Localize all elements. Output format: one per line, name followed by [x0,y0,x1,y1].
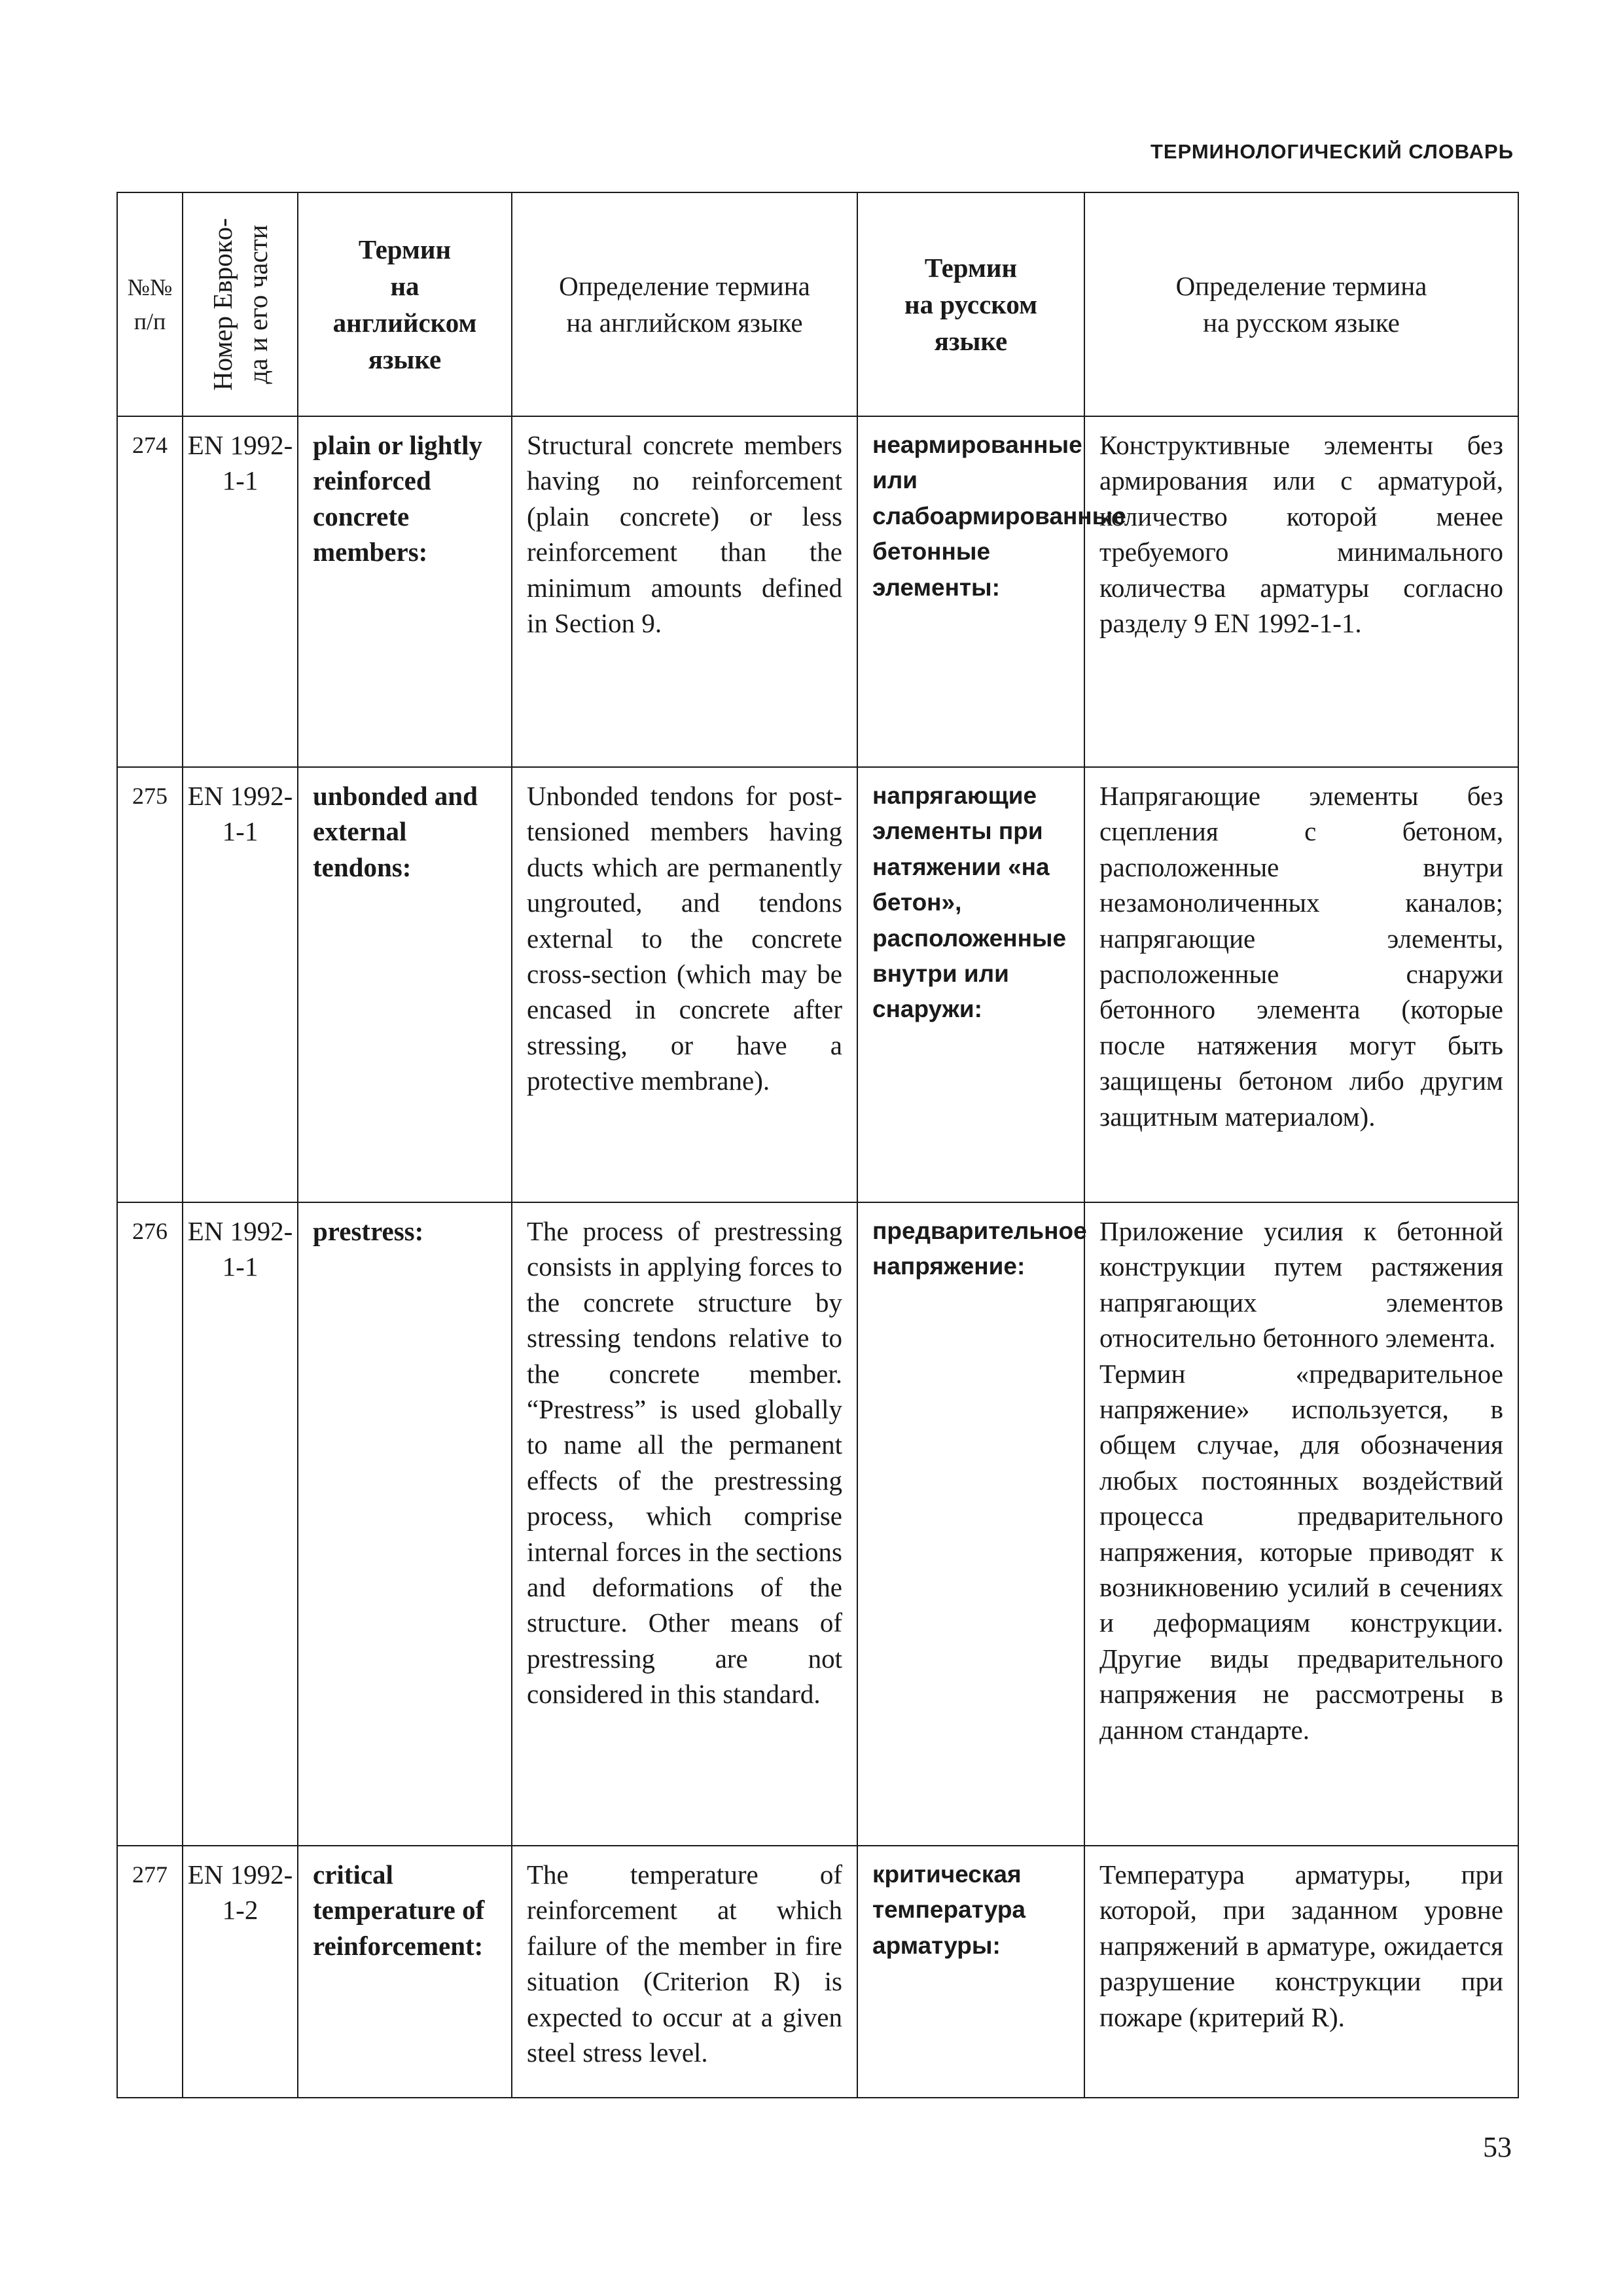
running-head: ТЕРМИНОЛОГИЧЕСКИЙ СЛОВАРЬ [1150,140,1514,163]
term-ru: напрягающие элементы при натяжении «на бетон», расположенные внутри или снаружи: [857,767,1084,1202]
table-row-275 [117,767,1518,1202]
row-number: 277 [117,1846,183,2098]
definition-en: Structural concrete members having no reinforcement (plain concrete) or less reinforcement than the minimum amounts defined in Section 9. [512,416,857,767]
term-en: prestress: [298,1202,512,1846]
definition-ru: Напрягающие элементы без сцепления с бетоном, расположенные внутри незамоноличенных каналов; напрягающие элементы, расположенные снаружи бетонного элемента (которые после натяжения могут быть защищены бетоном либо другим защитным материалом). [1084,767,1518,1202]
header-term-ru [857,192,1084,416]
definition-ru-paragraph-2: Термин «предварительное напряжение» используется, в общем случае, для обозначения любых постоянных воздействий процесса предварительного напряжения, которые приводят к возникновению усилий в сечениях и деформациям конструкции. Другие виды предварительного напряжения не рассмотрены в данном стандарте. [1099,1358,1503,1745]
header-code [183,192,298,416]
header-term-ru-l2: на русском [904,289,1037,319]
definition-ru: Конструктивные элементы без армирования или с арматурой, количество которой менее требуемого минимального количества арматуры согласно разделу 9 EN 1992-1-1. [1084,416,1518,767]
header-def-ru [1084,192,1518,416]
header-term-ru-l3: языке [934,326,1008,356]
header-def-en-l1: Определение термина [559,271,810,301]
eurocode-ref: EN 1992-1-2 [183,1846,298,2098]
header-num-line2: п/п [134,308,166,334]
header-num [117,192,183,416]
header-term-en-l3: английском [332,308,477,338]
term-en: unbonded and external tendons: [298,767,512,1202]
eurocode-ref: EN 1992-1-1 [183,767,298,1202]
eurocode-ref: EN 1992-1-1 [183,416,298,767]
term-ru: критическая температура арматуры: [857,1846,1084,2098]
header-def-en [512,192,857,416]
table-row-277 [117,1846,1518,2098]
term-en: plain or lightly reinforced concrete members: [298,416,512,767]
definition-ru [1084,1202,1518,1846]
header-def-ru-l2: на русском языке [1203,308,1400,338]
table-row-276 [117,1202,1518,1846]
row-number: 276 [117,1202,183,1846]
header-code-line1: Номер Еврокo- [207,218,238,391]
header-def-en-l2: на английском языке [566,308,803,338]
glossary-table [116,192,1519,2098]
definition-ru-paragraph-1: Приложение усилия к бетонной конструкции путем растяжения напрягающих элементов относительно бетонного элемента. [1099,1216,1503,1354]
header-term-en-l2: на [390,271,419,301]
header-num-line1: №№ [127,274,173,300]
definition-en: The temperature of reinforcement at which failure of the member in fire situation (Criterion R) is expected to occur at a given steel stress level. [512,1846,857,2098]
header-term-en-l1: Термин [358,234,452,264]
header-term-en [298,192,512,416]
header-def-ru-l1: Определение термина [1175,271,1427,301]
header-term-en-l4: языке [368,344,442,374]
table-row-274 [117,416,1518,767]
header-row [117,192,1518,416]
header-code-line2: да и его части [243,224,273,384]
page-number: 53 [1483,2131,1512,2163]
row-number: 275 [117,767,183,1202]
term-ru: предварительное напряжение: [857,1202,1084,1846]
term-en: critical temperature of reinforcement: [298,1846,512,2098]
term-ru: неармированные или слабоармированные бетонные элементы: [857,416,1084,767]
header-term-ru-l1: Термин [924,253,1018,283]
definition-en: The process of prestressing consists in applying forces to the concrete structure by stressing tendons relative to the concrete member. “Prestress” is used globally to name all the permanent effects of the prestressing process, which comprise internal forces in the sections and deformations of the structure. Other means of prestressing are not considered in this standard. [512,1202,857,1846]
definition-ru: Температура арматуры, при которой, при заданном уровне напряжений в арматуре, ожидается разрушение конструкции при пожаре (критерий R). [1084,1846,1518,2098]
row-number: 274 [117,416,183,767]
eurocode-ref: EN 1992-1-1 [183,1202,298,1846]
definition-en: Unbonded tendons for post-tensioned members having ducts which are permanently ungrouted, and tendons external to the concrete cross-section (which may be encased in concrete after stressing, or have a protective membrane). [512,767,857,1202]
